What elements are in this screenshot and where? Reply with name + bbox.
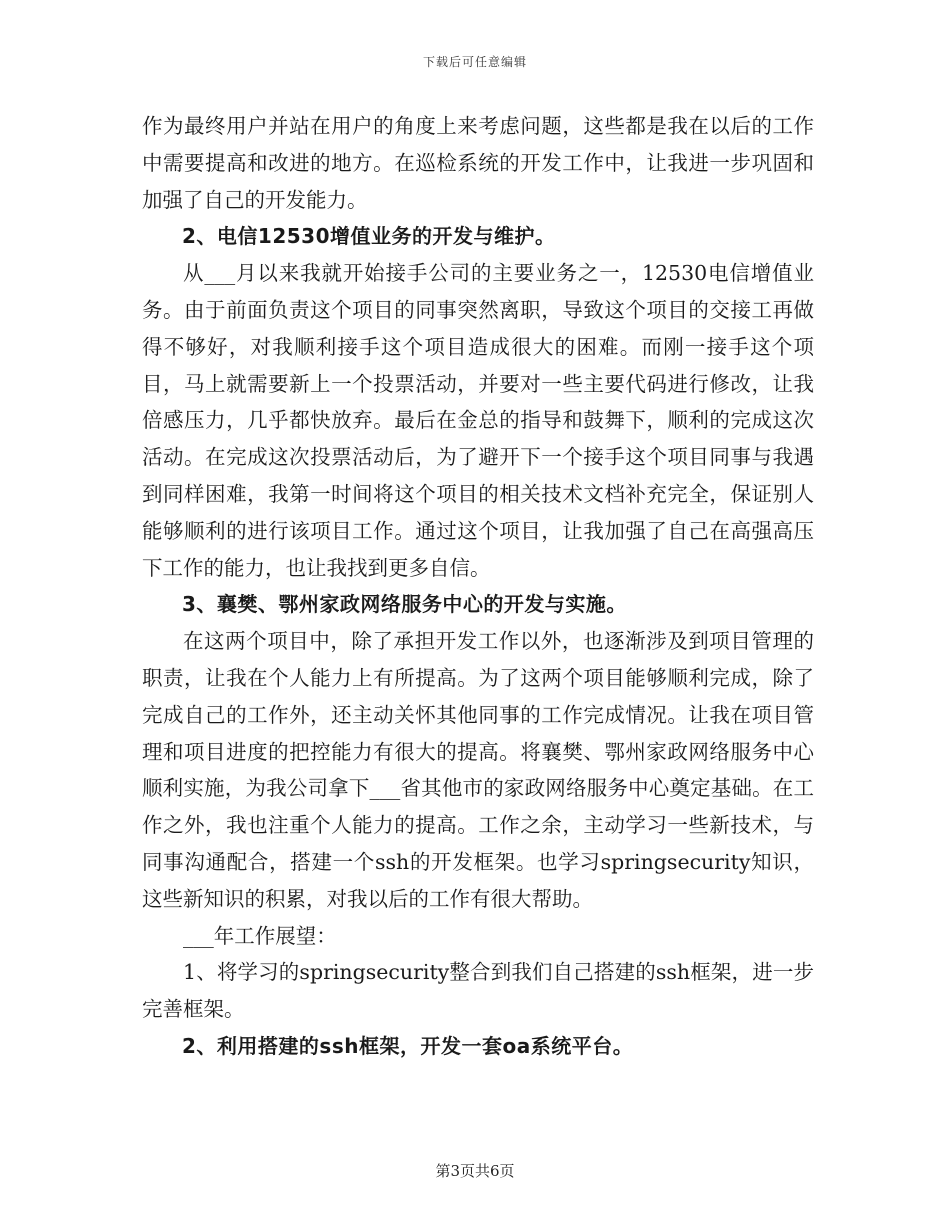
outlook-item-1: 1、将学习的springsecurity整合到我们自己搭建的ssh框架，进一步完善框架。 — [142, 960, 814, 1022]
paragraph-xiangfan-ezhou: 在这两个项目中，除了承担开发工作以外，也逐渐涉及到项目管理的职责，让我在个人能力上有所提高。为了这两个项目能够顺利完成，除了完成自己的工作外，还主动关怀其他同事的工作完成情况。让我在项目管理和项目进度的把控能力有很大的提高。将襄樊、鄂州家政网络服务中心顺利实施，为我公司拿下___省其他市的家政网络服务中心奠定基础。在工作之外，我也注重个人能力的提高。工作之余，主动学习一些新技术，与同事沟通配合，搭建一个ssh的开发框架。也学习springsecurity知识，这些新知识的积累，对我以后的工作有很大帮助。 — [142, 629, 814, 911]
document-body — [142, 108, 814, 1065]
page-number: 第3页共6页 — [435, 1162, 515, 1180]
page-header: 下载后可任意编辑 — [422, 55, 527, 69]
outlook-heading: ___年工作展望： — [183, 923, 337, 948]
section-heading-xiangfan-ezhou: 3、襄樊、鄂州家政网络服务中心的开发与实施。 — [182, 592, 627, 617]
section-heading-12530: 2、电信12530增值业务的开发与维护。 — [182, 224, 556, 249]
paragraph-12530: 从___月以来我就开始接手公司的主要业务之一，12530电信增值业务。由于前面负责这个项目的同事突然离职，导致这个项目的交接工再做得不够好，对我顺利接手这个项目造成很大的困难。而刚一接手这个项目，马上就需要新上一个投票活动，并要对一些主要代码进行修改，让我倍感压力，几乎都快放弃。最后在金总的指导和鼓舞下，顺利的完成这次活动。在完成这次投票活动后，为了避开下一个接手这个项目同事与我遇到同样困难，我第一时间将这个项目的相关技术文档补充完全，保证别人能够顺利的进行该项目工作。通过这个项目，让我加强了自己在高强高压下工作的能力，也让我找到更多自信。 — [142, 261, 814, 580]
paragraph-continued: 作为最终用户并站在用户的角度上来考虑问题，这些都是我在以后的工作中需要提高和改进的地方。在巡检系统的开发工作中，让我进一步巩固和加强了自己的开发能力。 — [142, 114, 814, 212]
outlook-item-2: 2、利用搭建的ssh框架，开发一套oa系统平台。 — [182, 1033, 634, 1058]
